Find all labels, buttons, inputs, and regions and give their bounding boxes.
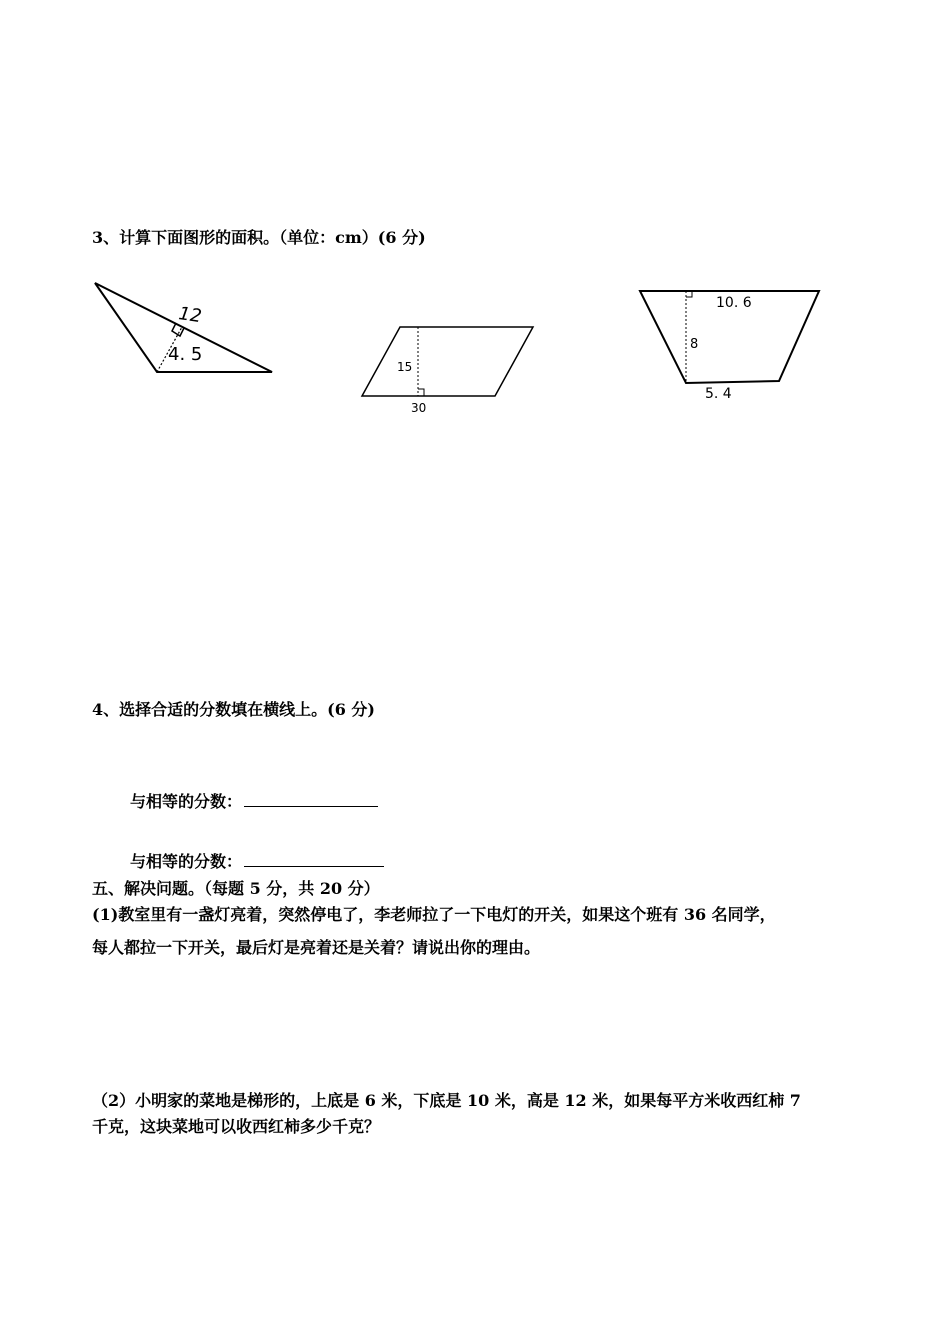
fraction-answer-blank-1[interactable] [244, 790, 378, 807]
fraction-line-2 [130, 850, 384, 872]
parallelogram-shape [362, 327, 533, 396]
trapezoid-bottom-label: 5. 4 [705, 386, 732, 402]
triangle-hypotenuse-label: 12 [177, 303, 203, 328]
question-2-line-2: 千克，这块菜地可以收西红柿多少千克？ [92, 1117, 381, 1136]
parallelogram-base-label: 30 [411, 401, 427, 415]
section-4-title: 4、选择合适的分数填在横线上。(6 分) [92, 700, 375, 719]
question-1-line-2: 每人都拉一下开关，最后灯是亮着还是关着？请说出你的理由。 [92, 938, 541, 957]
parallelogram-height-label: 15 [397, 360, 413, 374]
trapezoid-height-label: 8 [690, 337, 699, 352]
triangle-height-label: 4. 5 [168, 344, 203, 365]
section-5-title: 五、解决问题。（每题 5 分，共 20 分） [92, 879, 380, 898]
fraction-line-2-label: 与相等的分数： [130, 852, 243, 871]
question-1-line-1: (1)教室里有一盏灯亮着，突然停电了，李老师拉了一下电灯的开关，如果这个班有 36 名同学， [92, 905, 776, 924]
fraction-line-1 [130, 790, 378, 812]
fraction-answer-blank-2[interactable] [244, 850, 384, 867]
section-3-title: 3、计算下面图形的面积。（单位：cm）(6 分) [92, 228, 426, 247]
question-2-line-1: （2）小明家的菜地是梯形的，上底是 6 米，下底是 10 米，高是 12 米，如果每平方米收西红柿 7 [92, 1091, 801, 1110]
trapezoid-top-label: 10. 6 [716, 295, 752, 311]
fraction-line-1-label: 与相等的分数： [130, 792, 243, 811]
